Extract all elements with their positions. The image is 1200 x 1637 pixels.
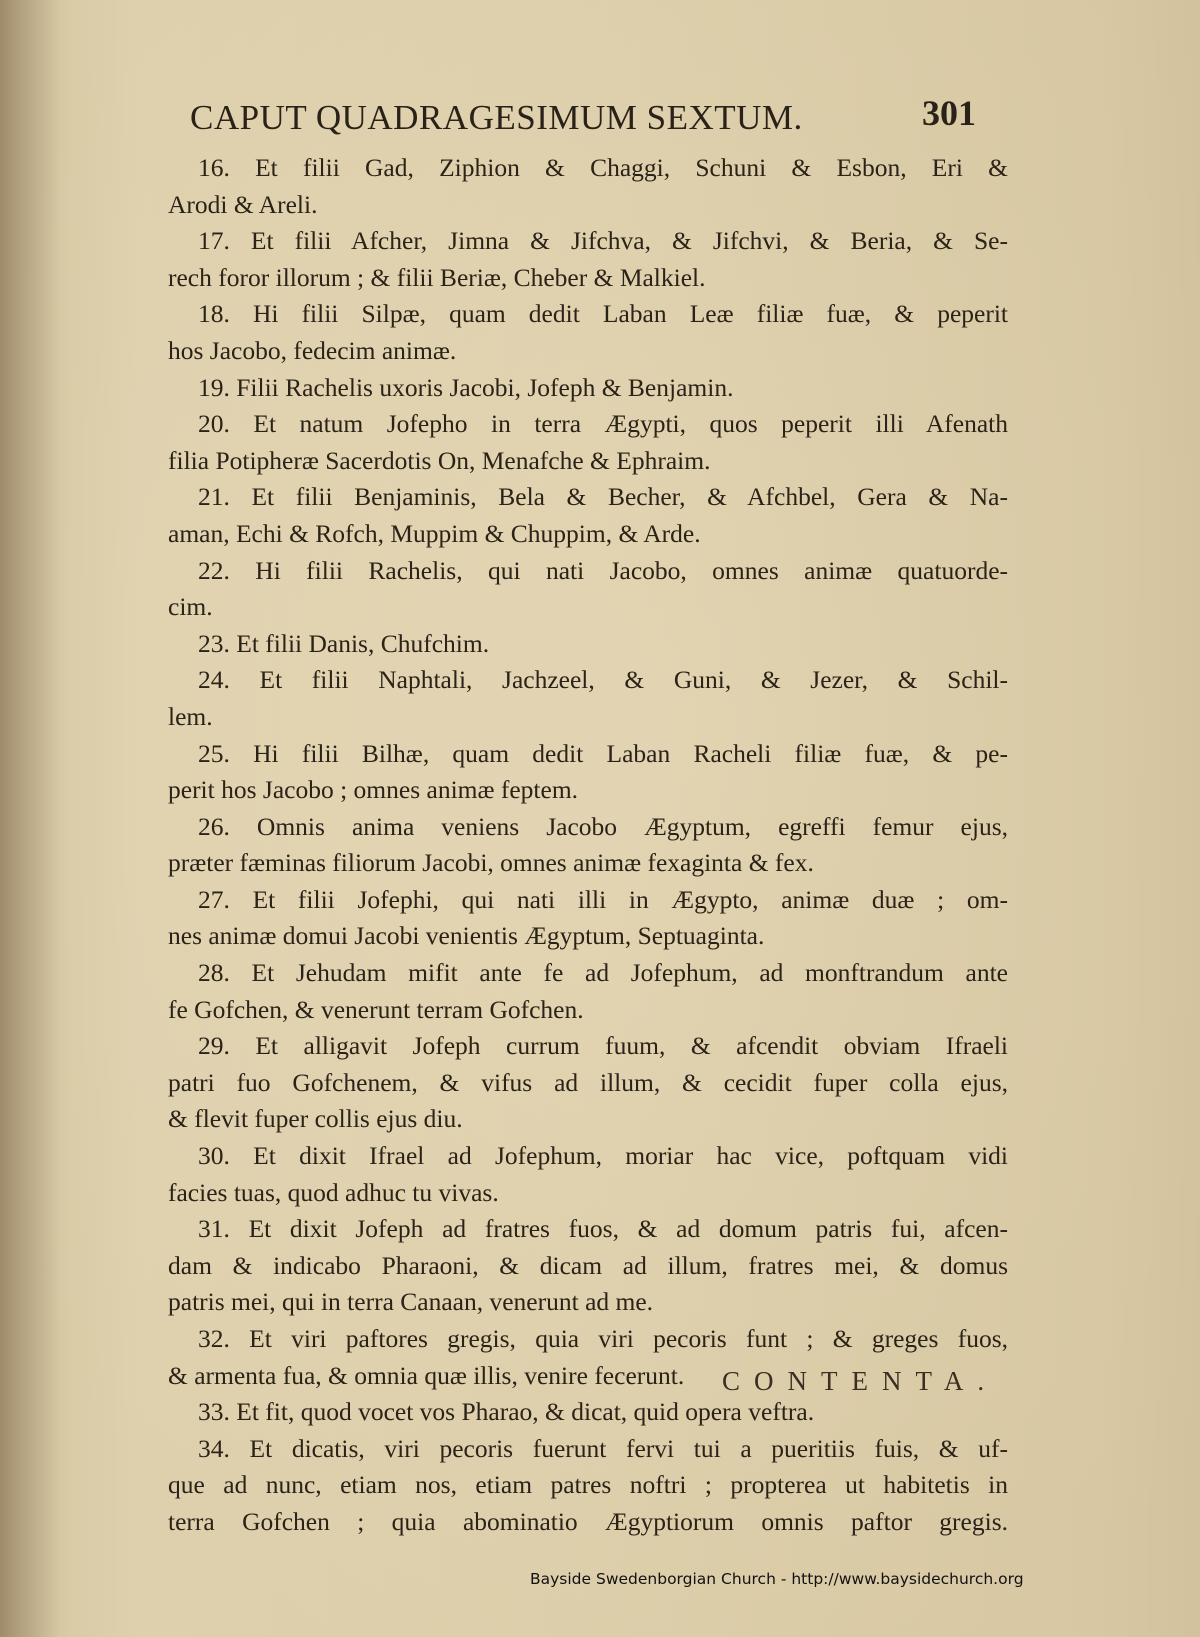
text-line: 17. Et filii Afcher, Jimna & Jifchva, & Jifchvi, & Beria, & Se- — [198, 226, 1008, 256]
text-line: facies tuas, quod adhuc tu vivas. — [168, 1177, 499, 1207]
text-line: filia Potipheræ Sacerdotis On, Menafche & Ephraim. — [168, 445, 711, 475]
footer-credit: Bayside Swedenborgian Church - http://www.baysidechurch.org — [530, 1570, 1024, 1588]
text-line: 31. Et dixit Jofeph ad fratres fuos, & ad domum patris fui, afcen- — [198, 1214, 1008, 1244]
text-line: 22. Hi filii Rachelis, qui nati Jacobo, omnes animæ quatuorde- — [198, 555, 1008, 585]
text-line: Arodi & Areli. — [168, 189, 318, 219]
text-line: cim. — [168, 592, 213, 622]
text-line: 33. Et fit, quod vocet vos Pharao, & dicat, quid opera veftra. — [198, 1397, 815, 1427]
text-line: 32. Et viri paftores gregis, quia viri pecoris funt ; & greges fuos, — [198, 1324, 1008, 1353]
text-line: 19. Filii Rachelis uxoris Jacobi, Jofeph & Benjamin. — [198, 372, 734, 402]
gutter-shadow — [0, 0, 60, 1637]
text-line: 26. Omnis anima veniens Jacobo Ægyptum, egreffi femur ejus, — [198, 811, 1008, 841]
text-line: 23. Et filii Danis, Chufchim. — [198, 628, 490, 658]
text-line: 21. Et filii Benjaminis, Bela & Becher, & Afchbel, Gera & Na- — [198, 482, 1008, 512]
running-header — [190, 93, 990, 148]
text-line: 20. Et natum Jofepho in terra Ægypti, quos peperit illi Afenath — [198, 409, 1008, 439]
text-line: hos Jacobo, fedecim animæ. — [168, 335, 457, 365]
text-line: 24. Et filii Naphtali, Jachzeel, & Guni, & Jezer, & Schil- — [198, 665, 1008, 695]
text-line: 30. Et dixit Ifrael ad Jofephum, moriar hac vice, poftquam vidi — [198, 1141, 1008, 1171]
chapter-title: CAPUT QUADRAGESIMUM SEXTUM. — [190, 98, 803, 137]
text-line: 34. Et dicatis, viri pecoris fuerunt fervi tui a pueritiis fuis, & uf- — [198, 1433, 1008, 1463]
text-line: patris mei, qui in terra Canaan, venerunt ad me. — [168, 1287, 654, 1317]
text-line: perit hos Jacobo ; omnes animæ feptem. — [168, 775, 579, 805]
text-line: 25. Hi filii Bilhæ, quam dedit Laban Racheli filiæ fuæ, & pe- — [198, 738, 1008, 768]
text-line: & armenta fua, & omnia quæ illis, venire fecerunt. — [168, 1360, 685, 1390]
text-line: 18. Hi filii Silpæ, quam dedit Laban Leæ filiæ fuæ, & peperit — [198, 299, 1008, 329]
text-line: 27. Et filii Jofephi, qui nati illi in Ægypto, animæ duæ ; om- — [198, 884, 1008, 914]
text-line: 16. Et filii Gad, Ziphion & Chaggi, Schuni & Esbon, Eri & — [198, 153, 1008, 182]
text-line: præter fæminas filiorum Jacobi, omnes animæ fexaginta & fex. — [168, 848, 814, 878]
text-line: terra Gofchen ; quia abominatio Ægyptiorum omnis paftor gregis. — [168, 1506, 1008, 1536]
text-line: dam & indicabo Pharaoni, & dicam ad illum, fratres mei, & domus — [168, 1250, 1008, 1280]
text-line: aman, Echi & Rofch, Muppim & Chuppim, & Arde. — [168, 518, 701, 548]
text-line: que ad nunc, etiam nos, etiam patres noftri ; propterea ut habitetis in — [168, 1470, 1008, 1500]
text-line: fe Gofchen, & venerunt terram Gofchen. — [168, 994, 584, 1024]
text-line: 29. Et alligavit Jofeph currum fuum, & afcendit obviam Ifraeli — [198, 1031, 1008, 1061]
text-line: lem. — [168, 701, 213, 731]
page-number: 301 — [922, 93, 976, 133]
section-heading-contenta: CONTENTA. — [722, 1366, 999, 1396]
text-line: rech foror illorum ; & filii Beriæ, Cheber & Malkiel. — [168, 262, 706, 292]
text-line: patri fuo Gofchenem, & vifus ad illum, & cecidit fuper colla ejus, — [168, 1067, 1008, 1097]
text-line: & flevit fuper collis ejus diu. — [168, 1104, 463, 1134]
text-line: nes animæ domui Jacobi venientis Ægyptum, Septuaginta. — [168, 921, 765, 951]
text-line: 28. Et Jehudam mifit ante fe ad Jofephum, ad monftrandum ante — [198, 958, 1008, 988]
verse-text-block — [168, 150, 1008, 1541]
